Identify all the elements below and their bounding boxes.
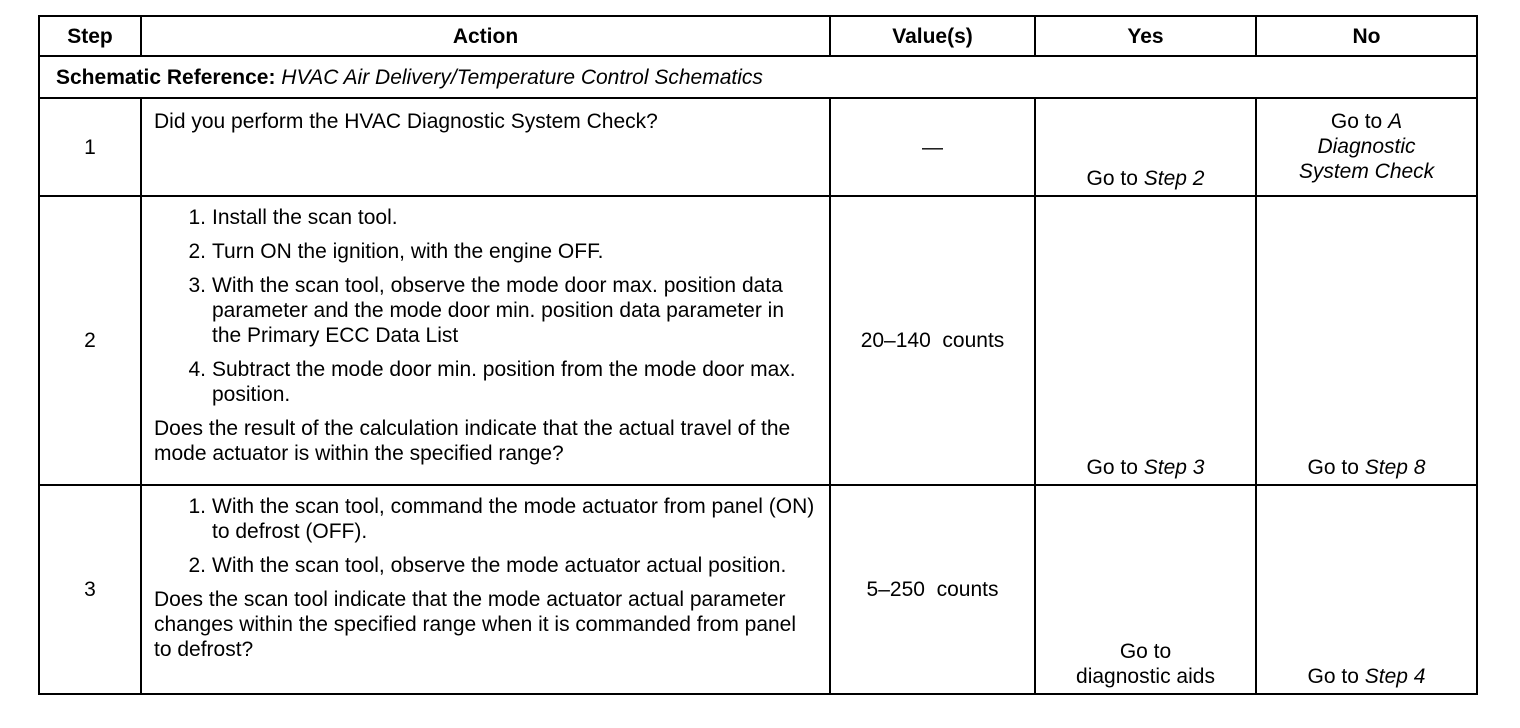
list-item: 1. Install the scan tool. — [188, 206, 398, 229]
yes-action — [1036, 166, 1255, 191]
header-action: Action — [141, 16, 830, 56]
schematic-row — [39, 56, 1477, 98]
step-number: 1 — [39, 98, 141, 196]
action-cell — [141, 485, 830, 694]
yes-cell — [1035, 196, 1256, 485]
yes-step-ref: Step 2 — [1143, 167, 1205, 190]
no-prefix: Go to — [1330, 110, 1383, 133]
no-action — [1257, 664, 1476, 689]
list-item: 3. With the scan tool, observe the mode door max. position data parameter and the mode door min. position data parameter in the Primary ECC Data List — [188, 274, 784, 347]
no-ref-line3: System Check — [1298, 160, 1435, 183]
header-no: No — [1256, 16, 1477, 56]
no-cell — [1256, 485, 1477, 694]
value-cell: 20–140 counts — [830, 196, 1035, 485]
no-action — [1257, 99, 1476, 184]
diagnostic-table — [38, 15, 1478, 695]
header-yes: Yes — [1035, 16, 1256, 56]
no-ref-line2: Diagnostic — [1317, 135, 1416, 158]
list-item: 2. With the scan tool, observe the mode actuator actual position. — [188, 554, 787, 577]
no-prefix: Go to — [1307, 456, 1359, 479]
no-cell — [1256, 98, 1477, 196]
table-row — [39, 98, 1477, 196]
list-item: 4. Subtract the mode door min. position from the mode door max. position. — [188, 358, 796, 406]
yes-ref: diagnostic aids — [1076, 665, 1215, 688]
list-item: 2. Turn ON the ignition, with the engine OFF. — [188, 240, 604, 263]
yes-prefix: Go to — [1086, 167, 1138, 190]
header-step: Step — [39, 16, 141, 56]
yes-action — [1036, 639, 1255, 689]
value-cell: 5–250 counts — [830, 485, 1035, 694]
schematic-link: HVAC Air Delivery/Temperature Control Schematics — [281, 65, 763, 89]
yes-action — [1036, 455, 1255, 480]
list-item: 1. With the scan tool, command the mode actuator from panel (ON) to defrost (OFF). — [188, 495, 815, 543]
no-prefix: Go to — [1307, 665, 1359, 688]
header-row — [39, 16, 1477, 56]
no-ref-line1: A — [1388, 110, 1403, 133]
no-action — [1257, 455, 1476, 480]
action-steps-list — [154, 494, 819, 578]
header-values: Value(s) — [830, 16, 1035, 56]
no-step-ref: Step 8 — [1364, 456, 1426, 479]
yes-step-ref: Step 3 — [1143, 456, 1205, 479]
step-number: 2 — [39, 196, 141, 485]
action-steps-list — [154, 205, 819, 407]
schematic-label: Schematic Reference: — [56, 65, 276, 89]
table-row — [39, 196, 1477, 485]
yes-prefix: Go to — [1086, 456, 1138, 479]
action-question: Does the result of the calculation indicate that the actual travel of the mode actuator is within the specified range? — [154, 417, 791, 465]
yes-prefix: Go to — [1119, 640, 1172, 663]
yes-cell — [1035, 98, 1256, 196]
action-cell — [141, 196, 830, 485]
value-cell: — — [830, 98, 1035, 196]
yes-cell — [1035, 485, 1256, 694]
no-cell — [1256, 196, 1477, 485]
action-question: Does the scan tool indicate that the mode actuator actual parameter changes within the specified range when it is commanded from panel to defrost? — [154, 588, 797, 661]
action-question: Did you perform the HVAC Diagnostic System Check? — [154, 110, 658, 133]
no-step-ref: Step 4 — [1364, 665, 1426, 688]
action-cell — [141, 98, 830, 196]
step-number: 3 — [39, 485, 141, 694]
schematic-reference — [39, 56, 1477, 98]
table-row — [39, 485, 1477, 694]
